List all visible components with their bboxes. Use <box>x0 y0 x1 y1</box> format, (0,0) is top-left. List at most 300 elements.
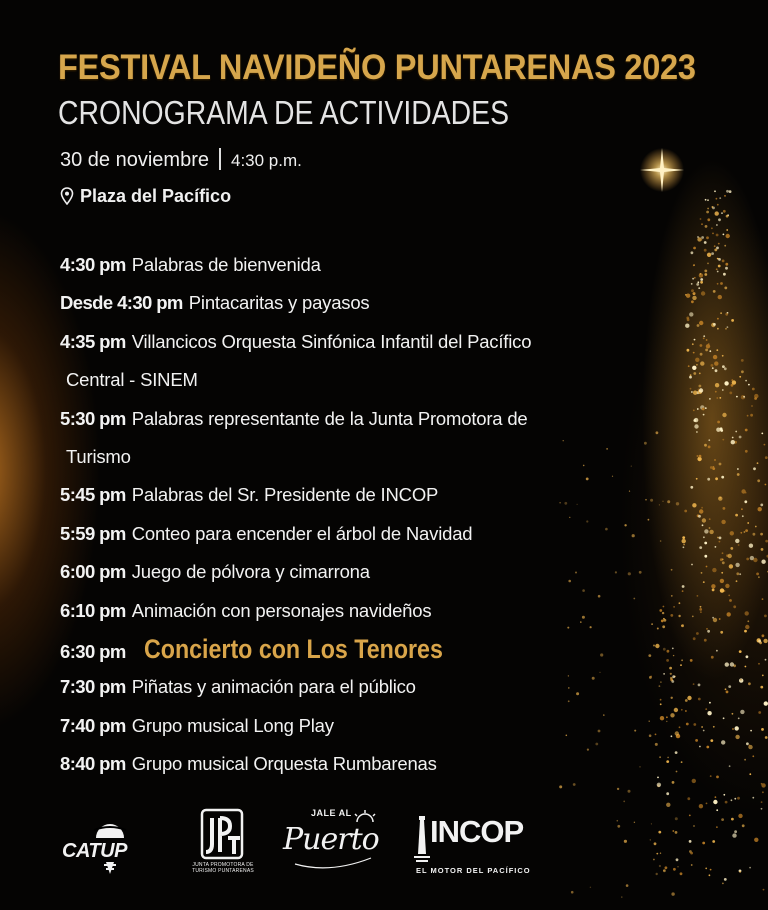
tree-light-dot <box>686 723 689 726</box>
tree-light-dot <box>731 319 734 322</box>
sparkle-dot <box>662 501 663 502</box>
item-time: 5:30 pm <box>60 407 126 429</box>
tree-light-dot <box>676 771 678 773</box>
tree-light-dot <box>726 229 728 231</box>
tree-light-dot <box>692 343 694 345</box>
tree-light-dot <box>744 759 746 761</box>
schedule-item <box>60 745 660 783</box>
tree-light-dot <box>663 606 665 608</box>
tree-light-dot <box>720 312 722 314</box>
tree-light-dot <box>701 239 703 241</box>
tree-light-dot <box>730 547 733 550</box>
jpt-caption: JUNTA PROMOTORA DE TURISMO PUNTARENAS <box>192 862 254 874</box>
tree-light-dot <box>718 265 721 268</box>
tree-light-dot <box>735 514 738 517</box>
sparkle-dot <box>670 673 672 675</box>
tree-light-dot <box>709 530 713 534</box>
item-time: 5:59 pm <box>60 522 126 544</box>
tree-light-dot <box>697 455 699 457</box>
tree-light-dot <box>683 546 685 548</box>
tree-light-dot <box>724 195 726 197</box>
jpt-emblem-icon <box>188 806 258 862</box>
tree-light-dot <box>704 639 707 642</box>
tree-light-dot <box>694 424 698 428</box>
item-description: Conteo para encender el árbol de Navidad <box>131 522 473 544</box>
schedule-item <box>60 400 660 438</box>
tree-light-dot <box>681 709 683 711</box>
event-venue <box>60 186 231 207</box>
tree-light-dot <box>741 489 745 493</box>
tree-light-dot <box>671 735 673 737</box>
tree-light-dot <box>694 277 696 279</box>
tree-light-dot <box>704 270 707 273</box>
schedule-item <box>60 323 660 361</box>
tree-light-dot <box>707 478 710 481</box>
item-time: 5:45 pm <box>60 484 126 506</box>
tree-light-dot <box>753 467 756 470</box>
tree-light-dot <box>661 620 664 623</box>
tree-light-dot <box>670 614 673 617</box>
item-description: Piñatas y animación para el público <box>131 676 416 698</box>
tree-light-dot <box>747 415 749 417</box>
tree-light-dot <box>753 558 757 562</box>
tree-light-dot <box>713 323 716 326</box>
tree-light-dot <box>700 361 704 365</box>
tree-light-dot <box>695 358 699 362</box>
tree-light-dot <box>729 599 732 602</box>
tree-light-dot <box>666 760 669 763</box>
location-pin-icon <box>60 187 74 205</box>
sparkle-dot <box>662 612 664 614</box>
tree-light-dot <box>725 662 729 666</box>
tree-light-dot <box>728 685 731 688</box>
tree-light-dot <box>706 628 708 630</box>
tree-light-dot <box>703 581 705 583</box>
tree-light-dot <box>723 717 725 719</box>
tree-light-dot <box>721 740 725 744</box>
tree-light-dot <box>698 515 701 518</box>
tree-light-dot <box>696 632 699 635</box>
sparkle-dot <box>671 697 673 699</box>
tree-light-dot <box>671 569 673 571</box>
tree-light-dot <box>721 476 724 479</box>
tree-light-dot <box>697 236 699 238</box>
tree-light-dot <box>697 457 701 461</box>
tree-light-dot <box>740 710 744 714</box>
tree-light-dot <box>672 648 674 650</box>
sparkle-dot <box>666 721 667 722</box>
tree-light-dot <box>672 675 675 678</box>
tree-light-dot <box>703 536 705 538</box>
tree-light-dot <box>722 413 726 417</box>
tree-light-dot <box>749 773 751 775</box>
tree-light-dot <box>737 473 740 476</box>
tree-light-dot <box>699 321 703 325</box>
tree-light-dot <box>703 335 705 337</box>
tree-light-dot <box>752 755 754 757</box>
tree-light-dot <box>692 503 696 507</box>
tree-light-dot <box>716 234 719 237</box>
tree-light-dot <box>740 532 742 534</box>
jale-al-puerto-logo <box>275 808 385 888</box>
tree-light-dot <box>727 326 729 328</box>
tree-light-dot <box>691 283 693 285</box>
tree-light-dot <box>720 588 724 592</box>
tree-light-dot <box>758 663 760 665</box>
tree-light-dot <box>746 742 749 745</box>
tree-light-dot <box>765 659 767 661</box>
tree-light-dot <box>708 343 710 345</box>
tree-light-dot <box>703 414 705 416</box>
tree-light-dot <box>704 542 707 545</box>
item-description: Palabras representante de la Junta Promotora de <box>131 407 528 429</box>
tree-light-dot <box>739 436 742 439</box>
tree-light-dot <box>709 350 711 352</box>
tree-light-dot <box>694 339 696 341</box>
festival-title: FESTIVAL NAVIDEÑO PUNTARENAS 2023 <box>58 48 696 87</box>
tree-light-dot <box>747 620 749 622</box>
tree-light-dot <box>704 529 708 533</box>
tree-light-dot <box>749 544 753 548</box>
tree-light-dot <box>740 679 742 681</box>
tree-light-dot <box>715 477 718 480</box>
tree-light-dot <box>711 227 713 229</box>
tree-light-dot <box>689 312 693 316</box>
tree-light-dot <box>742 515 744 517</box>
tree-light-dot <box>682 536 685 539</box>
catup-wordmark: CATUP <box>62 840 127 862</box>
tree-light-dot <box>701 726 703 728</box>
tree-light-dot <box>716 397 718 399</box>
tree-light-dot <box>701 291 705 295</box>
tree-light-dot <box>744 630 747 633</box>
tree-light-dot <box>697 595 699 597</box>
tree-light-dot <box>699 455 702 458</box>
tree-light-dot <box>700 278 703 281</box>
tree-light-dot <box>732 380 736 384</box>
tree-light-dot <box>692 278 694 280</box>
tree-light-dot <box>718 496 722 500</box>
tree-light-dot <box>662 625 665 628</box>
tree-light-dot <box>710 466 713 469</box>
tree-light-dot <box>698 698 701 701</box>
schedule-subtitle: CRONOGRAMA DE ACTIVIDADES <box>58 94 510 131</box>
tree-light-dot <box>681 659 683 661</box>
tree-light-dot <box>709 702 711 704</box>
tree-light-dot <box>663 673 665 675</box>
tree-light-dot <box>689 376 692 379</box>
tree-light-dot <box>752 388 755 391</box>
tree-light-dot <box>739 376 741 378</box>
tree-light-dot <box>712 206 714 208</box>
tree-light-dot <box>745 529 748 532</box>
tree-light-dot <box>703 337 705 339</box>
item-time: 8:40 pm <box>60 753 126 775</box>
tree-light-dot <box>726 234 730 238</box>
schedule-item <box>60 284 660 322</box>
tree-light-dot <box>761 548 764 551</box>
tree-light-dot <box>725 313 728 316</box>
tree-light-dot <box>711 252 714 255</box>
sparkle-dot <box>667 500 670 503</box>
tree-light-dot <box>713 355 717 359</box>
item-description: Palabras del Sr. Presidente de INCOP <box>131 484 439 506</box>
item-description: Juego de pólvora y cimarrona <box>131 561 370 583</box>
tree-light-dot <box>687 696 691 700</box>
schedule-item <box>60 668 660 706</box>
tree-light-dot <box>675 751 678 754</box>
tree-light-dot <box>672 781 675 784</box>
sparkle-dot <box>670 677 673 680</box>
item-description: Pintacaritas y payasos <box>188 292 370 314</box>
tree-light-dot <box>699 388 703 392</box>
tree-light-dot <box>758 711 761 714</box>
tree-light-dot <box>716 428 720 432</box>
schedule-list <box>60 246 660 783</box>
tree-light-dot <box>691 300 694 303</box>
schedule-item <box>60 592 660 630</box>
tree-light-dot <box>685 324 689 328</box>
tree-light-dot <box>731 440 735 444</box>
tree-light-dot <box>714 190 716 192</box>
tree-light-dot <box>720 429 723 432</box>
tree-light-dot <box>760 533 763 536</box>
tree-light-dot <box>706 339 708 341</box>
item-description: Grupo musical Orquesta Rumbarenas <box>131 753 437 775</box>
tree-light-dot <box>728 554 732 558</box>
tree-light-dot <box>718 218 721 221</box>
tree-light-dot <box>723 210 726 213</box>
tree-light-dot <box>764 701 768 705</box>
jpt-logo <box>188 806 258 886</box>
tree-light-dot <box>745 611 749 615</box>
tree-light-dot <box>698 684 701 687</box>
tree-light-dot <box>717 318 719 320</box>
tree-light-dot <box>726 691 729 694</box>
tree-light-dot <box>675 731 679 735</box>
tree-light-dot <box>729 765 731 767</box>
tree-light-dot <box>753 533 756 536</box>
tree-light-dot <box>702 408 705 411</box>
tree-light-dot <box>719 537 722 540</box>
tree-light-dot <box>670 713 674 717</box>
tree-light-dot <box>739 573 741 575</box>
tree-light-dot <box>704 241 707 244</box>
tree-light-dot <box>732 713 734 715</box>
tree-light-dot <box>764 615 767 618</box>
tree-light-dot <box>690 486 693 489</box>
tree-light-dot <box>663 618 665 620</box>
tree-light-dot <box>712 617 714 619</box>
tree-light-dot <box>717 271 719 273</box>
tree-light-dot <box>745 625 749 629</box>
tree-light-dot <box>724 287 727 290</box>
tree-light-dot <box>732 728 734 730</box>
tree-light-dot <box>666 792 669 795</box>
tree-light-dot <box>756 573 759 576</box>
tree-light-dot <box>692 366 696 370</box>
tree-light-dot <box>731 379 733 381</box>
tree-light-dot <box>733 605 736 608</box>
tree-light-dot <box>701 507 703 509</box>
tree-light-dot <box>741 508 743 510</box>
tree-light-dot <box>701 223 703 225</box>
tree-light-dot <box>764 444 766 446</box>
tree-light-dot <box>745 380 747 382</box>
tree-light-dot <box>704 273 707 276</box>
tree-light-dot <box>761 560 765 564</box>
tree-light-dot <box>714 361 718 365</box>
item-time: 6:30 pm <box>60 640 126 662</box>
tree-light-dot <box>712 367 714 369</box>
tree-light-dot <box>722 561 725 564</box>
tree-light-dot <box>751 405 753 407</box>
tree-light-dot <box>699 546 702 549</box>
tree-light-dot <box>686 294 690 298</box>
tree-light-dot <box>730 531 734 535</box>
tree-light-dot <box>693 372 696 375</box>
tree-light-dot <box>673 606 675 608</box>
tree-light-dot <box>746 655 749 658</box>
tree-light-dot <box>720 282 723 285</box>
tree-light-dot <box>717 421 720 424</box>
tree-light-dot <box>692 616 694 618</box>
tree-light-dot <box>736 580 738 582</box>
tree-light-dot <box>693 264 695 266</box>
tree-light-dot <box>698 389 700 391</box>
tree-light-dot <box>765 736 768 739</box>
tree-light-dot <box>704 444 707 447</box>
tree-light-dot <box>765 484 767 486</box>
tree-light-dot <box>700 281 703 284</box>
tree-light-dot <box>718 243 720 245</box>
tree-light-dot <box>724 245 726 247</box>
tree-light-dot <box>701 572 703 574</box>
tree-light-dot <box>761 728 764 731</box>
tree-light-dot <box>760 686 763 689</box>
tree-light-dot <box>680 664 682 666</box>
tree-light-dot <box>679 726 681 728</box>
tree-light-dot <box>758 507 762 511</box>
tree-light-dot <box>701 236 704 239</box>
tree-light-dot <box>705 349 708 352</box>
tree-light-dot <box>707 218 710 221</box>
tree-light-dot <box>699 385 702 388</box>
tree-light-dot <box>714 249 717 252</box>
tree-light-dot <box>725 267 728 270</box>
tree-light-dot <box>698 287 700 289</box>
event-date-time <box>60 148 302 172</box>
tree-light-dot <box>713 466 715 468</box>
tree-light-dot <box>716 268 718 270</box>
tree-light-dot <box>707 253 711 257</box>
event-date: 30 de noviembre <box>60 149 209 171</box>
tree-light-dot <box>760 504 763 507</box>
schedule-item <box>60 707 660 745</box>
tree-light-dot <box>684 510 687 513</box>
tree-light-dot <box>715 391 717 393</box>
tree-light-dot <box>716 224 718 226</box>
tree-light-dot <box>757 479 760 482</box>
sparkle-dot <box>660 681 662 683</box>
lighthouse-icon <box>412 814 432 864</box>
tree-light-dot <box>718 258 721 261</box>
tree-light-dot <box>691 391 693 393</box>
tree-light-dot <box>735 563 739 567</box>
tree-light-dot <box>717 537 719 539</box>
tree-light-dot <box>762 598 764 600</box>
tree-light-dot <box>697 408 699 410</box>
schedule-item-continued <box>60 361 660 399</box>
tree-light-dot <box>722 389 724 391</box>
tree-light-dot <box>707 630 710 633</box>
tree-light-dot <box>732 437 734 439</box>
tree-light-dot <box>702 518 706 522</box>
tree-light-dot <box>693 292 696 295</box>
tree-light-dot <box>693 683 695 685</box>
incop-logo <box>412 810 532 880</box>
item-description: Animación con personajes navideños <box>131 599 432 621</box>
catup-logo <box>60 812 155 882</box>
tree-light-dot <box>728 595 730 597</box>
tree-light-dot <box>765 456 768 459</box>
tree-light-dot <box>726 190 729 193</box>
tree-light-dot <box>719 618 721 620</box>
tree-light-dot <box>699 509 703 513</box>
tree-light-dot <box>735 735 739 739</box>
tree-light-dot <box>747 522 749 524</box>
tree-light-dot <box>722 260 725 263</box>
tree-light-dot <box>719 463 722 466</box>
schedule-item <box>60 515 660 553</box>
tree-light-dot <box>700 606 702 608</box>
tree-light-dot <box>707 199 709 201</box>
tree-light-dot <box>660 716 664 720</box>
tree-light-dot <box>700 273 702 275</box>
tree-light-dot <box>695 739 698 742</box>
sparkle-dot <box>559 785 562 788</box>
tree-light-dot <box>691 251 694 254</box>
item-description: Palabras de bienvenida <box>131 254 321 275</box>
tree-light-dot <box>685 710 687 712</box>
incop-tagline: EL MOTOR DEL PACÍFICO <box>416 866 531 875</box>
tree-light-dot <box>712 568 716 572</box>
tree-light-dot <box>762 791 764 793</box>
incop-wordmark: INCOP <box>430 814 524 849</box>
schedule-item-continued <box>60 438 660 476</box>
tree-light-dot <box>719 197 721 199</box>
tree-light-dot <box>666 716 668 718</box>
tree-light-dot <box>722 552 724 554</box>
tree-light-dot <box>716 776 719 779</box>
item-time: 7:30 pm <box>60 676 126 698</box>
tree-light-dot <box>746 558 749 561</box>
tree-light-dot <box>721 212 723 214</box>
jale-al-text: JALE AL <box>311 808 352 818</box>
tree-light-dot <box>706 746 709 749</box>
tree-light-dot <box>709 518 711 520</box>
tree-light-dot <box>723 794 725 796</box>
tree-light-dot <box>754 397 757 400</box>
tree-light-dot <box>743 396 745 398</box>
tree-light-dot <box>693 637 696 640</box>
tree-light-dot <box>696 283 699 286</box>
tree-light-dot <box>702 524 704 526</box>
tree-light-dot <box>691 289 694 292</box>
tree-light-dot <box>736 396 738 398</box>
tree-light-dot <box>683 544 685 546</box>
tree-light-dot <box>682 539 686 543</box>
